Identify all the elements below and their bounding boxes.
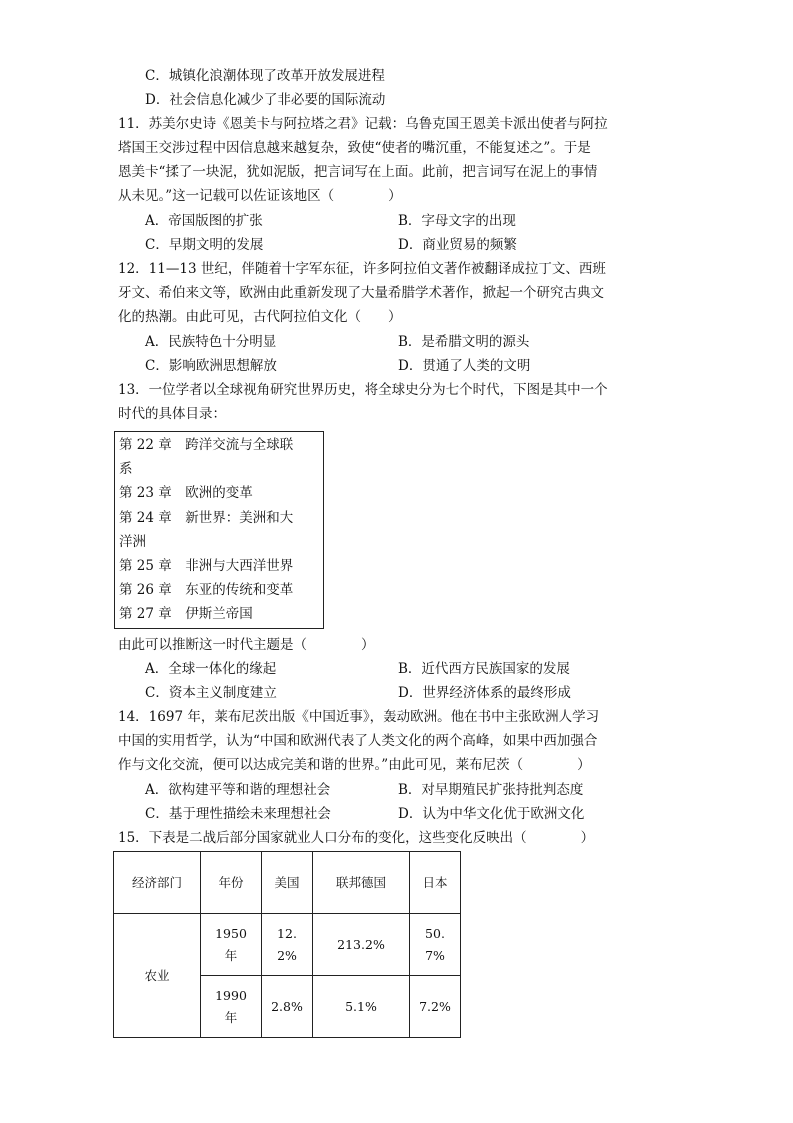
- table-header-row: [114, 852, 461, 914]
- q11-stem-line-2: 塔国王交涉过程中因信息越来越复杂，致使“使者的嘴沉重，不能复述之”。于是: [118, 140, 591, 156]
- q11-option-d: D．商业贸易的频繁: [398, 237, 517, 253]
- west-germany-value-cell: 5.1%: [313, 976, 410, 1038]
- q13-option-c: C．资本主义制度建立: [145, 685, 277, 701]
- q14-stem-line-2: 中国的实用哲学，认为“中国和欧洲代表了人类文化的两个高峰，如果中西加强合: [118, 733, 598, 749]
- usa-value-cell: 12.2%: [262, 914, 313, 976]
- q13-option-d: D．世界经济体系的最终形成: [398, 685, 571, 701]
- year-cell: 1950 年: [201, 914, 262, 976]
- q12-option-d: D．贯通了人类的文明: [398, 358, 531, 374]
- employment-table: [113, 851, 461, 1038]
- q12-option-c: C．影响欧洲思想解放: [145, 358, 277, 374]
- toc-line: 第 23 章 欧洲的变革: [119, 485, 253, 501]
- table-row: [114, 914, 461, 976]
- q12-stem-line-3: 化的热潮。由此可见，古代阿拉伯文化（ ）: [118, 309, 402, 325]
- q14-stem-line-3: 作与文化交流，便可以达成完美和谐的世界。”由此可见，莱布尼茨（ ）: [118, 757, 591, 773]
- q15-stem: 15．下表是二战后部分国家就业人口分布的变化，这些变化反映出（ ）: [118, 830, 595, 846]
- q10-option-d: D．社会信息化减少了非必要的国际流动: [145, 92, 386, 108]
- header-year: 年份: [201, 852, 262, 914]
- q10-option-c: C．城镇化浪潮体现了改革开放发展进程: [145, 68, 385, 84]
- header-japan: 日本: [410, 852, 461, 914]
- q14-option-d: D．认为中华文化优于欧洲文化: [398, 806, 585, 822]
- q12-stem-line-1: 12．11—13 世纪，伴随着十字军东征，许多阿拉伯文著作被翻译成拉丁文、西班: [118, 261, 606, 277]
- japan-value-cell: 7.2%: [410, 976, 461, 1038]
- header-usa: 美国: [262, 852, 313, 914]
- q11-stem-line-1: 11．苏美尔史诗《恩美卡与阿拉塔之君》记载：乌鲁克国王恩美卡派出使者与阿拉: [118, 116, 608, 132]
- q11-option-a: A．帝国版图的扩张: [145, 213, 263, 229]
- header-west-germany: 联邦德国: [313, 852, 410, 914]
- q14-option-b: B．对早期殖民扩张持批判态度: [398, 782, 584, 798]
- year-cell: 1990 年: [201, 976, 262, 1038]
- q12-stem-line-2: 牙文、希伯来文等，欧洲由此重新发现了大量希腊学术著作，掀起一个研究古典文: [118, 285, 604, 301]
- q11-stem-line-4: 从未见。”这一记载可以佐证该地区（ ）: [118, 188, 402, 204]
- toc-line: 第 22 章 跨洋交流与全球联: [119, 437, 294, 453]
- usa-value-cell: 2.8%: [262, 976, 313, 1038]
- toc-line: 第 24 章 新世界：美洲和大: [119, 510, 294, 526]
- toc-line: 第 26 章 东亚的传统和变革: [119, 582, 294, 598]
- q12-option-a: A．民族特色十分明显: [145, 334, 277, 350]
- q13-followup: 由此可以推断这一时代主题是（ ）: [118, 637, 375, 653]
- q14-stem-line-1: 14．1697 年，莱布尼茨出版《中国近事》，轰动欧洲。他在书中主张欧洲人学习: [118, 709, 600, 725]
- q13-option-a: A．全球一体化的缘起: [145, 661, 277, 677]
- toc-line: 第 27 章 伊斯兰帝国: [119, 606, 253, 622]
- sector-cell: 农业: [114, 914, 201, 1038]
- header-sector: 经济部门: [114, 852, 201, 914]
- q14-option-a: A．欲构建平等和谐的理想社会: [145, 782, 331, 798]
- japan-value-cell: 50.7%: [410, 914, 461, 976]
- west-germany-value-cell: 213.2%: [313, 914, 410, 976]
- q12-option-b: B．是希腊文明的源头: [398, 334, 530, 350]
- q13-stem-line-1: 13．一位学者以全球视角研究世界历史，将全球史分为七个时代，下图是其中一个: [118, 382, 608, 398]
- q13-stem-line-2: 时代的具体目录：: [118, 406, 226, 422]
- q14-option-c: C．基于理性描绘未来理想社会: [145, 806, 331, 822]
- toc-line: 第 25 章 非洲与大西洋世界: [119, 558, 294, 574]
- q13-option-b: B．近代西方民族国家的发展: [398, 661, 570, 677]
- toc-line: 洋洲: [119, 534, 146, 550]
- q11-option-b: B．字母文字的出现: [398, 213, 516, 229]
- q11-option-c: C．早期文明的发展: [145, 237, 264, 253]
- q11-stem-line-3: 恩美卡“揉了一块泥，犹如泥版，把言词写在上面。此前，把言词写在泥上的事情: [118, 164, 598, 180]
- toc-line: 系: [119, 461, 133, 477]
